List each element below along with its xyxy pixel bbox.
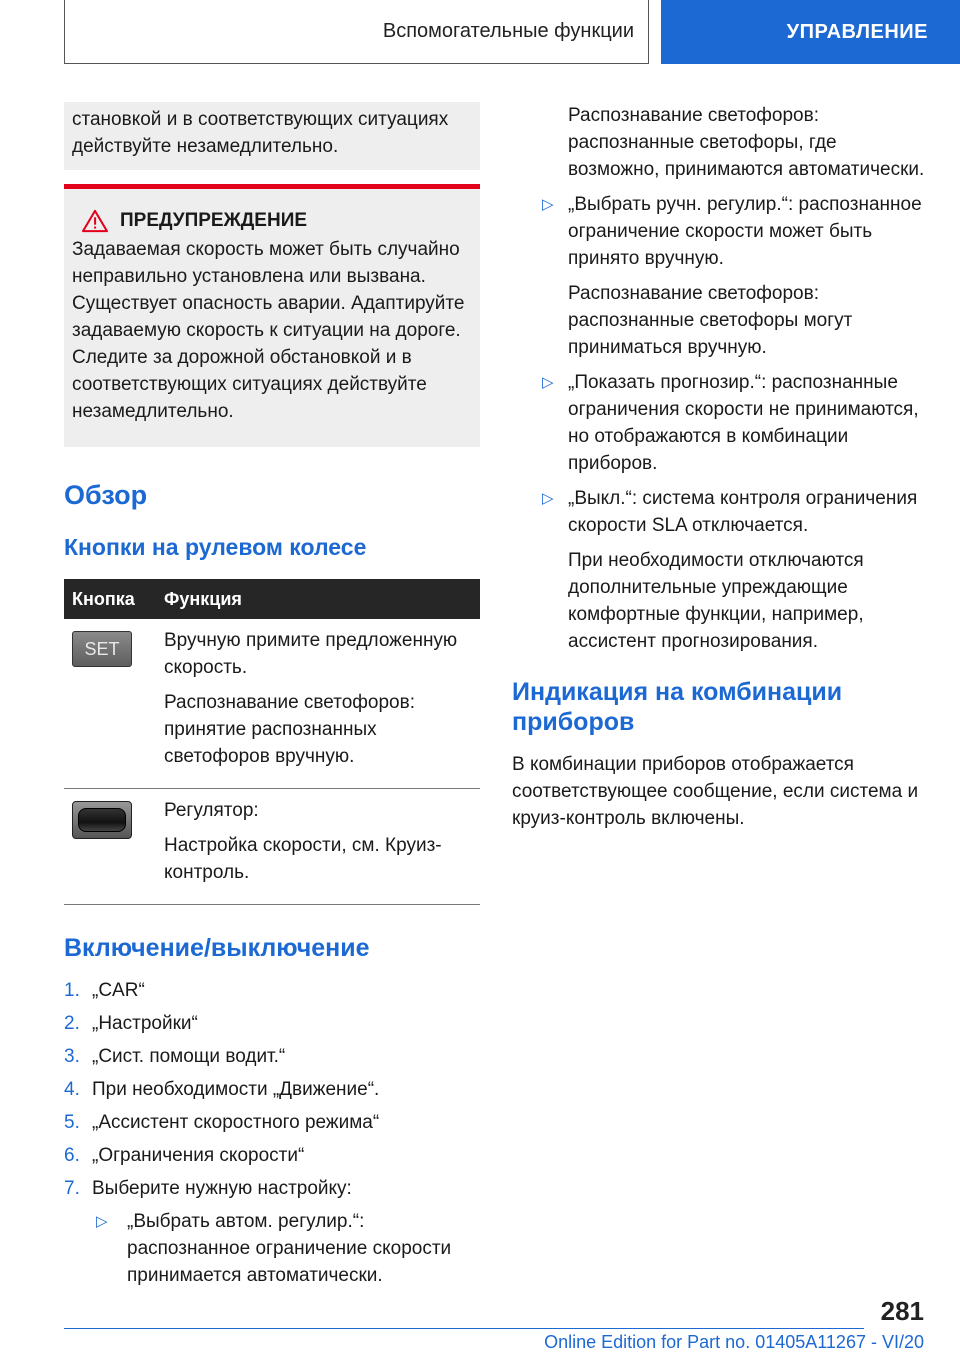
table-row xyxy=(64,789,480,905)
intro-line-2: действуйте незамедлительно. xyxy=(72,136,339,157)
list-item: 7. Выберите нужную настройку: xyxy=(64,1178,352,1199)
list-item: 2. „Настройки“ xyxy=(64,1013,198,1034)
cont-traffic-lights: Распознавание светофоров: распознанные светофоры, где возможно, принимаются автоматически. xyxy=(568,105,925,180)
col-button-header: Кнопка xyxy=(64,579,156,619)
row1-text2: Распознавание светофоров: принятие распознанных светофоров вручную. xyxy=(164,692,415,767)
sub-bullet-auto: ▷ „Выбрать автом. регулир.“: распознанное ограничение скорости принимается автоматически. xyxy=(92,1208,480,1289)
list-item: 1. „CAR“ xyxy=(64,980,145,1001)
sub-bullet-manual: ▷ „Выбрать ручн. регулир.“: распознанное ограничение скорости может быть принято вручную. xyxy=(512,191,928,272)
footer-edition: Online Edition for Part no. 01405A11267 - VI/20 xyxy=(544,1332,924,1352)
warning-text: Задаваемая скорость может быть случайно неправильно установлена или вызвана. Существует опасность аварии. Адаптируйте задаваемую скорость к ситуации на дороге. Следите за дорожной обстановкой и в соответствующих ситуациях действуйте незамедлительно. xyxy=(72,239,465,422)
sub-bullet-forecast: ▷ „Показать прогнозир.“: распознанные ограничения скорости не принимаются, но отображаются в комбинации приборов. xyxy=(512,369,928,477)
buttons-table xyxy=(64,579,480,905)
display-title: Индикация на комбинации приборов xyxy=(512,678,843,736)
table-row xyxy=(64,619,480,789)
list-item: 4. При необходимости „Движение“. xyxy=(64,1079,380,1100)
buttons-title: Кнопки на рулевом колесе xyxy=(64,534,367,560)
header-section: Вспомогательные функции xyxy=(64,0,649,64)
onoff-title: Включение/выключение xyxy=(64,934,370,962)
off-extra: При необходимости отключаются дополнительные упреждающие комфортные функции, например, ассистент прогнозирования. xyxy=(568,550,864,652)
display-text: В комбинации приборов отображается соответствующее сообщение, если система и круиз-контроль включены. xyxy=(512,754,919,829)
row2-text1: Регулятор: xyxy=(164,800,259,821)
row1-text1: Вручную примите предложенную скорость. xyxy=(164,630,458,678)
right-column xyxy=(512,102,928,832)
intro-line-1: становкой и в соответствующих ситуациях xyxy=(72,109,449,130)
overview-title: Обзор xyxy=(64,480,148,510)
intro-box xyxy=(64,102,480,170)
steps-list xyxy=(64,977,480,1202)
rocker-switch-icon xyxy=(72,801,132,839)
left-column xyxy=(64,102,480,1297)
warning-title: ПРЕДУПРЕЖДЕНИЕ xyxy=(120,210,308,231)
sub-bullet-off: ▷ „Выкл.“: система контроля ограничения скорости SLA отключается. xyxy=(512,485,928,539)
triangle-bullet-icon: ▷ xyxy=(542,490,554,507)
list-item: 5. „Ассистент скоростного режима“ xyxy=(64,1112,380,1133)
manual-traffic-lights: Распознавание светофоров: распознанные светофоры могут приниматься вручную. xyxy=(568,283,853,358)
footer-divider xyxy=(64,1328,864,1329)
triangle-bullet-icon: ▷ xyxy=(542,374,554,391)
header-chapter: УПРАВЛЕНИЕ xyxy=(661,0,960,64)
page-number: 281 xyxy=(880,1296,924,1326)
triangle-bullet-icon: ▷ xyxy=(96,1213,108,1230)
set-button-icon: SET xyxy=(72,631,132,667)
warning-triangle-icon xyxy=(80,209,110,233)
table-header-row xyxy=(64,579,480,619)
triangle-bullet-icon: ▷ xyxy=(542,196,554,213)
warning-heading xyxy=(72,207,472,234)
list-item: 3. „Сист. помощи водит.“ xyxy=(64,1046,286,1067)
list-item: 6. „Ограничения скорости“ xyxy=(64,1145,305,1166)
warning-box xyxy=(64,184,480,447)
row2-text2: Настройка скорости, см. Круиз-контроль. xyxy=(164,835,442,883)
col-function-header: Функция xyxy=(156,579,480,619)
